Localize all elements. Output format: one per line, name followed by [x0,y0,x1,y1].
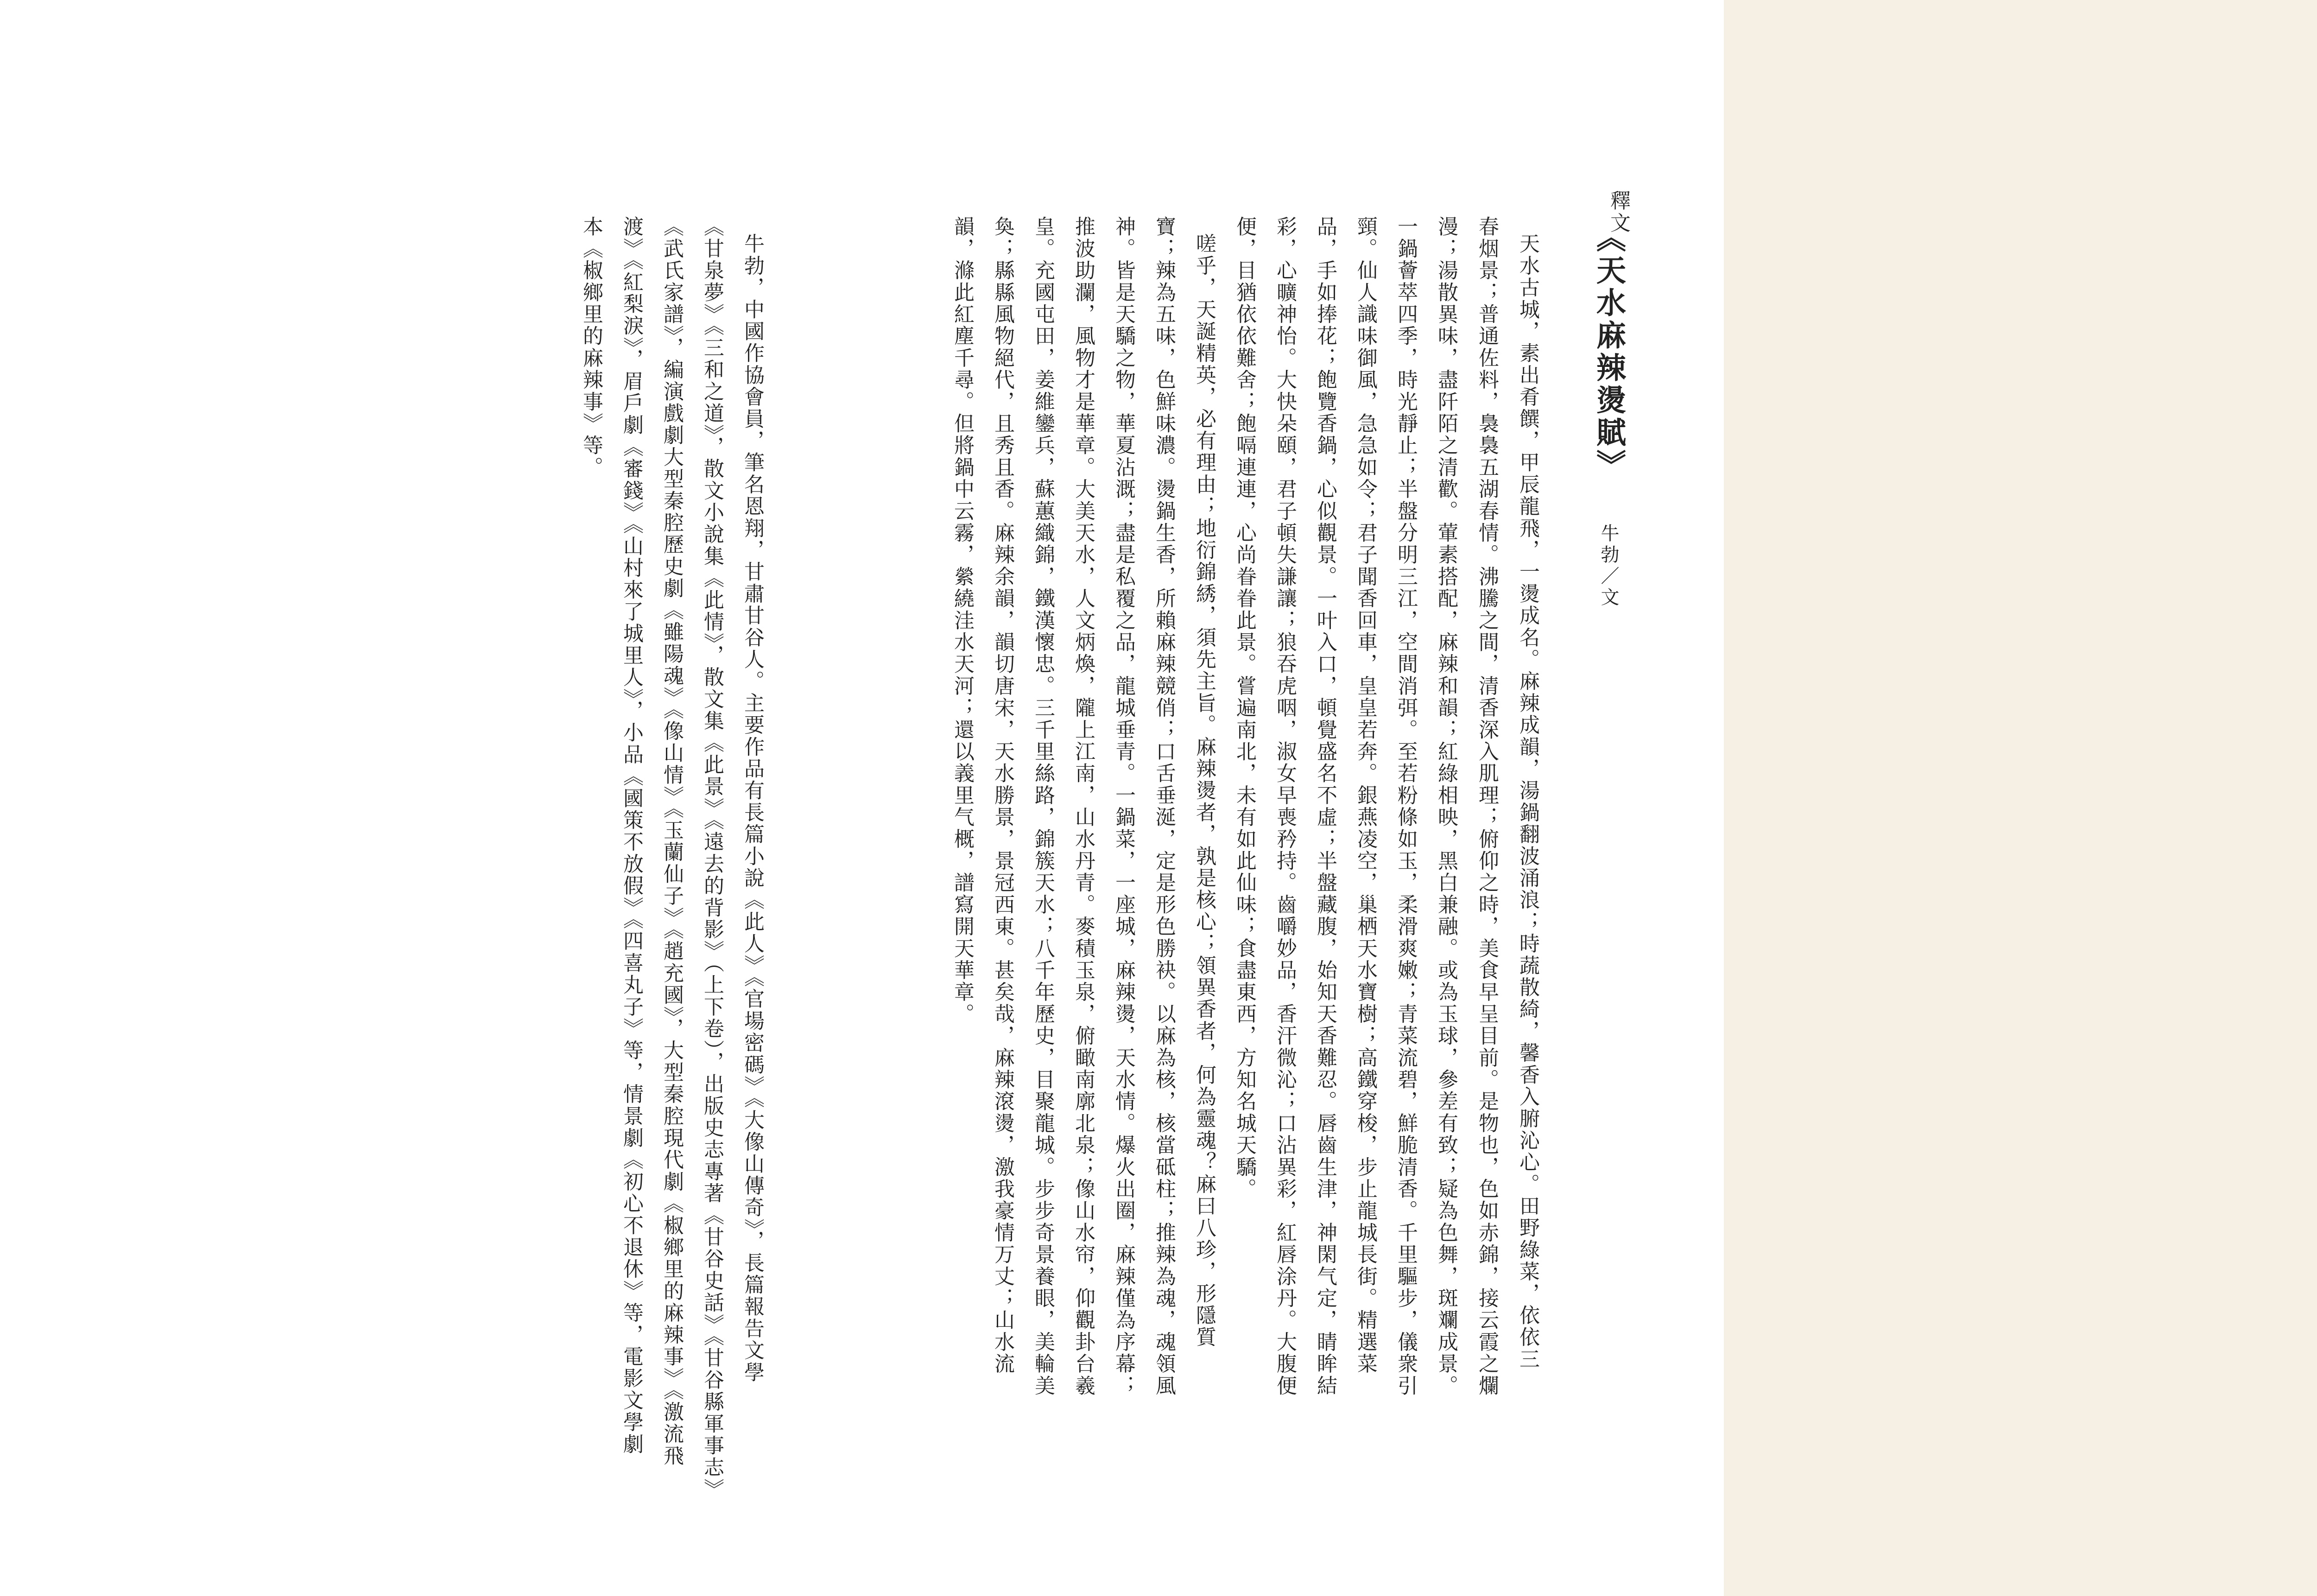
side-panel [1724,0,2317,1596]
document-author: 牛勃／文 [1598,524,1619,609]
body-column-15: 韻，滌此紅塵千尋。但將鍋中云霧，縈繞洼水天河；還以義里气概，譜寫開天華章。 [950,216,974,1025]
body-column-11: 神。皆是天驕之物，華夏沾溉；盡是私覆之品，龍城垂青。一鍋菜，一座城，麻辣燙，天水情。爆火出圈，麻辣僅為序幕； [1112,216,1135,1397]
body-column-14: 奐；縣縣風物絕代，且秀且香。麻辣余韻，韻切唐宋，天水勝景，景冠西東。甚矣哉，麻辣滾燙，激我豪情万丈；山水流 [991,216,1014,1375]
body-column-3: 漫；湯散異味，盡阡陌之清歡。葷素搭配，麻辣和韻；紅綠相映，黑白兼融。或為玉球，參差有致；疑為色舞，斑斕成景。 [1434,216,1458,1397]
body-column-10: 寶；辣為五味，色鮮味濃。燙鍋生香，所賴麻辣競俏；口舌垂涎，定是形色勝袂。以麻為核，核當砥柱；推辣為魂，魂領風 [1152,216,1176,1397]
bio-column-4: 渡》《紅梨淚》，眉戶劇《審錢》《山村來了城里人》，小品《國策不放假》《四喜丸子》等，情景劇《初心不退休》等，電影文學劇 [620,216,643,1455]
body-column-8: 便，目猶依依難舍；飽嗝連連，心尚眷眷此景。嘗遍南北，未有如此仙味；食盡東西，方知名城天驕。 [1233,216,1256,1200]
bio-column-5: 本《椒鄉里的麻辣事》等。 [579,216,603,479]
bio-column-2: 《甘泉夢》《三和之道》，散文小說集《此情》，散文集《此景》《遠去的背影》（上下卷），出版史志專著《甘谷史話》《甘谷縣軍事志》 [700,216,724,1501]
body-column-5: 頸。仙人識味御風，急急如令；君子聞香回車，皇皇若奔。銀燕凌空，巢栖天水寶樹；高鐵穿梭，步止龍城長街。精選菜 [1354,216,1377,1375]
body-column-1: 天水古城，素出肴饌，甲辰龍飛，一燙成名。麻辣成韻，湯鍋翻波涌浪；時蔬散綺，馨香入腑沁心。田野綠菜，依依三 [1516,233,1539,1370]
body-column-12: 推波助瀾，風物才是華章。大美天水，人文炳煥，隴上江南，山水丹青。麥積玉泉，俯瞰南廓北泉；像山水帘，仰觀卦台羲 [1071,216,1095,1397]
body-column-13: 皇。充國屯田，姜維鑾兵，蘇蕙織錦，鐵漢懷忠。三千里絲路，錦簇天水；八千年歷史，目聚龍城。步步奇景養眼，美輪美 [1031,216,1055,1397]
bio-column-3: 《武氏家譜》，編演戲劇大型秦腔歷史劇《雖陽魂》《像山情》《玉蘭仙子》《趙充國》，大型秦腔現代劇《椒鄉里的麻辣事》《激流飛 [660,216,684,1467]
body-column-2: 春烟景；普通佐料，裊裊五湖春情。沸騰之間，清香深入肌理；俯仰之時，美食早呈目前。是物也，色如赤錦，接云霞之爛 [1475,216,1499,1397]
body-column-9: 嗟乎，天誕精英，必有理由；地衍錦綉，須先主旨。麻辣燙者，孰是核心；領異香者，何為靈魂？麻曰八珍，形隱質 [1192,233,1216,1349]
header-label: 釋文 [1607,190,1630,234]
body-column-6: 品，手如捧花；飽覽香鍋，心似觀景。一叶入口，頓覺盛名不虛；半盤藏腹，始知天香難忍。唇齒生津，神閑气定，睛眸結 [1313,216,1337,1397]
bio-column-1: 牛勃，中國作協會員，筆名恩翔，甘肅甘谷人。主要作品有長篇小說《此人》《官場密碼》《大像山傳奇》，長篇報告文學 [741,233,764,1383]
body-column-7: 彩，心曠神怡。大快朵頤，君子頓失謙讓；狼吞虎咽，淑女早喪矜持。齒嚼妙品，香汗微沁；口沾異彩，紅唇涂丹。大腹便 [1273,216,1297,1397]
body-column-4: 一鍋薈萃四季，時光靜止；半盤分明三江，空間消弭。至若粉條如玉，柔滑爽嫩；青菜流碧，鮮脆清香。千里驅步，儀衆引 [1394,216,1418,1397]
document-title: 《天水麻辣燙賦》 [1591,222,1626,482]
